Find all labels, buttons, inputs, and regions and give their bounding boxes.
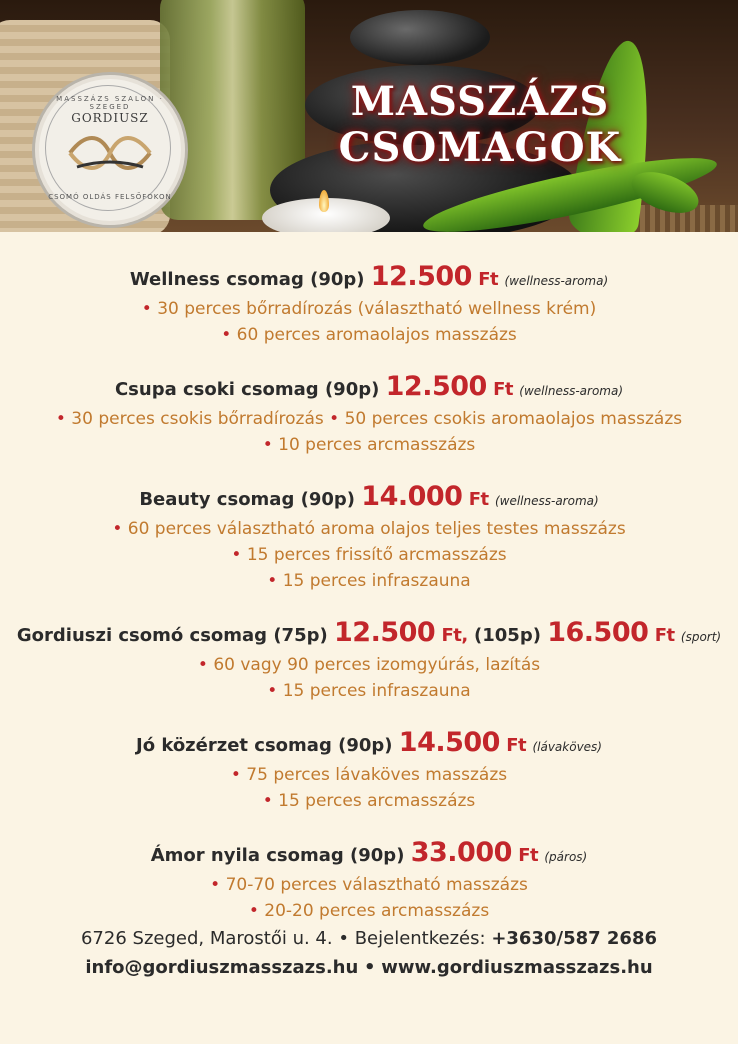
bullet-icon: •: [262, 791, 273, 811]
package-item: [0, 406, 738, 432]
booking-label: Bejelentkezés:: [354, 928, 486, 949]
logo-brand: GORDIUSZ: [71, 111, 149, 125]
bullet-icon: •: [231, 545, 242, 565]
address-text: 6726 Szeged, Marostői u. 4.: [80, 928, 333, 949]
item-text: 75 perces lávaköves masszázs: [246, 765, 508, 785]
website-link[interactable]: www.gordiuszmasszazs.hu: [381, 957, 653, 978]
package-item: [0, 542, 738, 568]
bullet-icon: •: [248, 901, 259, 921]
package-heading: [0, 728, 738, 762]
bullet-icon: •: [364, 957, 376, 978]
package-currency: Ft,: [441, 625, 468, 646]
package-heading: [0, 482, 738, 516]
package-list: [0, 262, 738, 924]
package-category: (wellness-aroma): [519, 384, 624, 398]
bullet-icon: •: [230, 765, 241, 785]
package-currency: Ft: [506, 735, 527, 756]
bullet-icon: •: [197, 655, 208, 675]
package-wellness: [0, 262, 738, 348]
gordiusz-logo: [32, 72, 188, 228]
stone-image: [350, 10, 490, 65]
package-item: [0, 872, 738, 898]
footer-line-1: [0, 924, 738, 953]
package-item: [0, 516, 738, 542]
package-price: 12.500: [334, 617, 436, 648]
bullet-icon: •: [262, 435, 273, 455]
package-item: [0, 762, 738, 788]
package-item: [0, 568, 738, 594]
package-price: 12.500: [385, 371, 487, 402]
package-category: (sport): [680, 630, 722, 644]
package-price: 33.000: [410, 837, 512, 868]
package-item: [0, 296, 738, 322]
package-category: (wellness-aroma): [494, 494, 599, 508]
item-text: 20-20 perces arcmasszázs: [264, 901, 490, 921]
item-text: 60 vagy 90 perces izomgyúrás, lazítás: [213, 655, 541, 675]
package-name: Wellness csomag (90p): [129, 269, 365, 290]
item-text: 30 perces csokis bőrradírozás: [71, 409, 324, 429]
bullet-icon: •: [141, 299, 152, 319]
package-category: (lávaköves): [532, 740, 602, 754]
page-title: [300, 80, 660, 172]
package-item: [0, 678, 738, 704]
package-item: [0, 322, 738, 348]
item-text: 15 perces infraszauna: [282, 571, 471, 591]
title-line-2: CSOMAGOK: [338, 124, 622, 171]
item-text: 50 perces csokis aromaolajos masszázs: [344, 409, 683, 429]
phone-link[interactable]: +3630/587 2686: [491, 928, 658, 949]
package-jo-kozerzet: [0, 728, 738, 814]
package-price: 14.000: [361, 481, 463, 512]
package-item: [0, 788, 738, 814]
package-currency: Ft: [518, 845, 539, 866]
email-link[interactable]: info@gordiuszmasszazs.hu: [85, 957, 359, 978]
package-heading: [0, 372, 738, 406]
bullet-icon: •: [267, 681, 278, 701]
bullet-icon: •: [267, 571, 278, 591]
package-category: (wellness-aroma): [504, 274, 609, 288]
package-category: (páros): [544, 850, 588, 864]
package-item: [0, 432, 738, 458]
package-name: Jó közérzet csomag (90p): [136, 735, 393, 756]
package-item: [0, 898, 738, 924]
package-amor-nyila: [0, 838, 738, 924]
package-item: [0, 652, 738, 678]
package-currency: Ft: [478, 269, 499, 290]
package-heading: [0, 838, 738, 872]
item-text: 15 perces infraszauna: [282, 681, 471, 701]
item-text: 60 perces választható aroma olajos teljes testes masszázs: [127, 519, 626, 539]
package-name: Beauty csomag (90p): [139, 489, 355, 510]
package-currency: Ft: [468, 489, 489, 510]
knot-icon: [65, 133, 155, 173]
package-currency-secondary: Ft: [654, 625, 675, 646]
item-text: 15 perces arcmasszázs: [278, 791, 476, 811]
package-csupa-csoki: [0, 372, 738, 458]
package-beauty: [0, 482, 738, 594]
package-price-secondary: 16.500: [547, 617, 649, 648]
package-heading: [0, 618, 738, 652]
contact-footer: [0, 924, 738, 982]
package-gordiuszi-csomo: [0, 618, 738, 704]
package-name: Csupa csoki csomag (90p): [114, 379, 380, 400]
item-text: 15 perces frissítő arcmasszázs: [246, 545, 507, 565]
bullet-icon: •: [329, 409, 340, 429]
package-price: 12.500: [370, 261, 472, 292]
package-name: Ámor nyila csomag (90p): [150, 845, 405, 866]
package-currency: Ft: [493, 379, 514, 400]
bullet-icon: •: [338, 928, 349, 949]
item-text: 60 perces aromaolajos masszázs: [236, 325, 517, 345]
title-line-1: MASSZÁZS: [350, 78, 610, 125]
bullet-icon: •: [112, 519, 123, 539]
item-text: 70-70 perces választható masszázs: [225, 875, 528, 895]
package-name: Gordiuszi csomó csomag (75p): [16, 625, 328, 646]
bullet-icon: •: [55, 409, 66, 429]
logo-top-text: MASSZÁZS SZALON · SZEGED: [56, 95, 164, 111]
bullet-icon: •: [221, 325, 232, 345]
item-text: 30 perces bőrradírozás (választható wellness krém): [157, 299, 597, 319]
footer-line-2: [0, 953, 738, 982]
item-text: 10 perces arcmasszázs: [278, 435, 476, 455]
logo-bottom-text: CSOMÓ OLDÁS FELSŐFOKON: [48, 193, 172, 201]
package-heading: [0, 262, 738, 296]
bullet-icon: •: [210, 875, 221, 895]
package-name-secondary: (105p): [474, 625, 541, 646]
package-price: 14.500: [398, 727, 500, 758]
